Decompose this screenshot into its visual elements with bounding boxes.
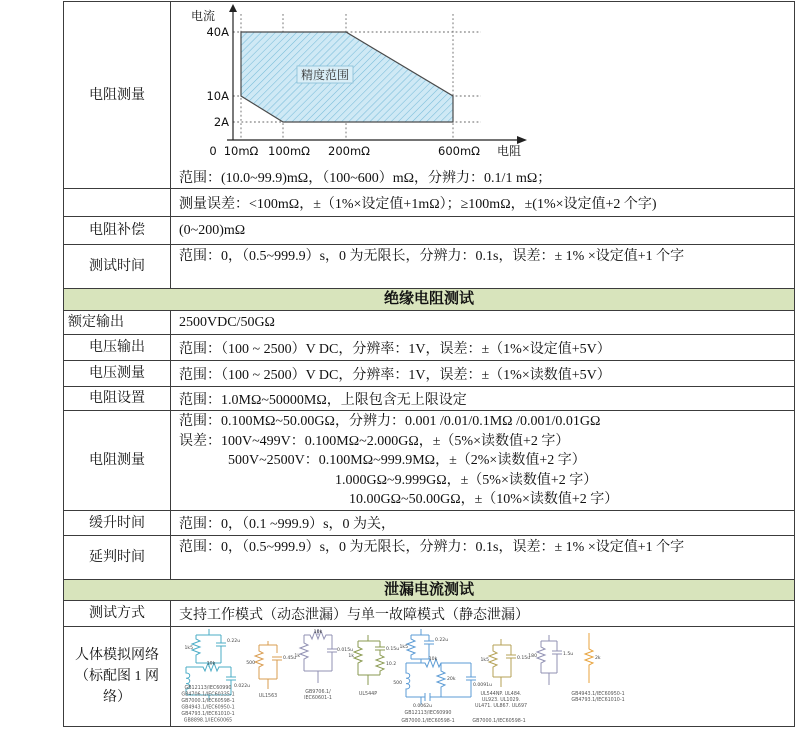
row-ins-resistance-measurement bbox=[64, 410, 794, 510]
region-label: 精度范围 bbox=[300, 68, 350, 82]
spec-line: 10.00GΩ~50.00GΩ，±（10%×读数值+2 字） bbox=[349, 492, 619, 507]
component-value: 1k5 bbox=[184, 646, 193, 651]
resistance-measurement-cell bbox=[171, 2, 794, 188]
component-value: 500 bbox=[393, 681, 402, 686]
row-label-test-time: 测试时间 bbox=[64, 245, 171, 288]
row-label-test-mode: 测试方式 bbox=[64, 601, 171, 626]
x-tick-label: 100mΩ bbox=[268, 144, 310, 158]
y-axis-arrow-icon bbox=[229, 4, 237, 12]
circuit-iec60990 bbox=[181, 629, 250, 724]
row-test-time bbox=[64, 244, 794, 288]
component-value: 500 bbox=[246, 661, 255, 666]
circuit-ul544p bbox=[348, 635, 399, 697]
row-resistance-measurement bbox=[64, 2, 794, 188]
delay-judge-time-text: 范围：0，（0.5~999.9）s，0 为无限长，分辨力：0.1s，误差：± 1% ×设定值+1 个字 bbox=[179, 540, 685, 555]
empty-label-cell bbox=[64, 189, 171, 216]
component-value: 10.2 bbox=[386, 662, 397, 667]
component-value: 0.22u bbox=[227, 639, 241, 644]
row-label-resistance-measurement: 电阻测量 bbox=[64, 2, 171, 188]
row-ramp-time bbox=[64, 510, 794, 535]
component-value: 0.15u bbox=[517, 656, 531, 661]
voltage-output-text: 范围：（100 ~ 2500）V DC，分辨率：1V，误差：±（1%×设定值+5V） bbox=[179, 341, 611, 357]
circuit-iec60601 bbox=[294, 629, 353, 701]
row-voltage-output bbox=[64, 334, 794, 360]
row-resistance-compensation bbox=[64, 216, 794, 244]
ramp-time-text: 范围：0，（0.1 ~999.9）s，0 为关， bbox=[179, 517, 396, 532]
row-label-rated-output: 额定输出 bbox=[64, 311, 171, 334]
y-tick-label: 2A bbox=[213, 115, 229, 129]
spec-line: 范围：0.100MΩ~50.00GΩ，分辨力：0.001 /0.01/0.1MΩ /0.001/0.01GΩ bbox=[179, 414, 601, 429]
row-voltage-measurement bbox=[64, 360, 794, 386]
resistance-range-text: 范围：(10.0~99.9)mΩ，（100~600）mΩ，分辨力：0.1/1 mΩ； bbox=[179, 171, 552, 186]
standard-label: GB7000.1/IEC60598-1 bbox=[401, 719, 455, 724]
y-tick-label: 40A bbox=[206, 25, 229, 39]
row-label-voltage-measurement: 电压测量 bbox=[64, 361, 171, 386]
spec-line: 1.000GΩ~9.999GΩ，±（5%×读数值+2 字） bbox=[335, 472, 598, 488]
component-value: 180 bbox=[528, 654, 537, 659]
component-value: 10k bbox=[206, 661, 216, 667]
test-time-text: 范围：0，（0.5~999.9）s，0 为无限长，分辨力：0.1s，误差：± 1% ×设定值+1 个字 bbox=[179, 249, 685, 264]
standard-label: UL1563 bbox=[258, 694, 278, 699]
row-label-delay-judge-time: 延判时间 bbox=[64, 536, 171, 579]
spec-table bbox=[63, 1, 795, 727]
standard-label: GB9706.1/ bbox=[305, 690, 331, 695]
row-label-voltage-output: 电压输出 bbox=[64, 335, 171, 360]
x-axis-label: 电阻 bbox=[496, 144, 522, 158]
x-tick-label: 10mΩ bbox=[223, 144, 259, 158]
spec-line: 误差：100V~499V：0.100MΩ~2.000GΩ，±（5%×读数值+2 字） bbox=[179, 433, 570, 449]
test-mode-text: 支持工作模式（动态泄漏）与单一故障模式（静态泄漏） bbox=[179, 607, 529, 623]
x-tick-label: 200mΩ bbox=[328, 144, 370, 158]
component-value: 1k5 bbox=[480, 658, 489, 663]
component-value: 0.0062u bbox=[413, 704, 432, 709]
rated-output-text: 2500VDC/50GΩ bbox=[179, 314, 275, 330]
component-value: 1k5 bbox=[399, 645, 408, 650]
body-model-networks-cell bbox=[171, 627, 794, 726]
standard-label: UL544P bbox=[358, 692, 378, 697]
resistance-compensation-text: (0~200)mΩ bbox=[179, 222, 246, 238]
standard-label: GB12113/IEC60990 bbox=[184, 686, 232, 691]
standard-label: UL923. UL1029. bbox=[481, 698, 521, 703]
row-label-resistance-compensation: 电阻补偿 bbox=[64, 217, 171, 244]
component-value: 0.15u bbox=[386, 647, 400, 652]
voltage-measurement-text: 范围：（100 ~ 2500）V DC，分辨率：1V，误差：±（1%×读数值+5V） bbox=[179, 367, 611, 383]
standard-label: GB4706.1/IEC60335-1 bbox=[181, 692, 235, 698]
x-axis-arrow-icon bbox=[517, 136, 527, 144]
accuracy-range-chart bbox=[171, 2, 794, 160]
standard-label: GB7000.1/IEC60598-1 bbox=[181, 699, 235, 704]
row-measurement-error bbox=[64, 188, 794, 216]
section-header-insulation-resistance: 绝缘电阻测试 bbox=[64, 288, 794, 310]
circuit-2k bbox=[571, 633, 624, 703]
row-label-ins-resistance-measurement: 电阻测量 bbox=[64, 411, 171, 510]
component-value: 2k bbox=[595, 656, 601, 661]
standard-label: GB4943.1/IEC60950-1 bbox=[571, 692, 625, 697]
standard-label: GB12113/IEC60990 bbox=[404, 711, 452, 716]
component-value: 0.0091u bbox=[473, 683, 492, 688]
component-value: 0.022u bbox=[234, 684, 251, 689]
body-model-circuits bbox=[171, 627, 794, 725]
component-value: 1k bbox=[294, 654, 300, 659]
row-test-mode bbox=[64, 600, 794, 626]
circuit-ul544np bbox=[475, 639, 530, 709]
row-body-model-networks bbox=[64, 626, 794, 726]
y-tick-label: 10A bbox=[206, 89, 229, 103]
standard-label: GB4793.1/IEC61010-1 bbox=[181, 712, 235, 717]
row-label-resistance-setting: 电阻设置 bbox=[64, 387, 171, 410]
circuit-ul1563 bbox=[246, 641, 296, 699]
row-label-body-model-networks: 人体模拟网络（标配图 1 网络） bbox=[64, 627, 171, 726]
spec-line: 500V~2500V：0.100MΩ~999.9MΩ，±（2%×读数值+2 字） bbox=[228, 453, 586, 468]
component-value: 0.45u bbox=[283, 656, 297, 661]
component-value: 1k bbox=[348, 654, 354, 659]
row-delay-judge-time bbox=[64, 535, 794, 579]
standard-label: GB8898.1/IEC60065 bbox=[183, 718, 233, 724]
x-tick-label: 0 bbox=[209, 144, 217, 158]
standard-label-bottom: GB7000.1/IEC60598-1 bbox=[472, 719, 526, 724]
circuit-rc-180 bbox=[528, 635, 573, 685]
row-resistance-setting bbox=[64, 386, 794, 410]
standard-label: GB4943.1/IEC60950-1 bbox=[181, 705, 235, 711]
circuit-iec60990-2 bbox=[393, 629, 492, 724]
row-rated-output bbox=[64, 310, 794, 334]
ins-resistance-measurement-cell bbox=[171, 411, 794, 510]
component-value: 0.22u bbox=[435, 638, 449, 643]
standard-label: UL544NP. UL484. bbox=[480, 692, 522, 697]
y-axis-label: 电流 bbox=[190, 9, 216, 23]
component-value: 20k bbox=[447, 677, 456, 682]
standard-label: IEC60601-1 bbox=[304, 696, 332, 701]
component-value: 10k bbox=[313, 630, 323, 635]
row-label-ramp-time: 缓升时间 bbox=[64, 511, 171, 535]
resistance-setting-text: 范围：1.0MΩ~50000MΩ，上限包含无上限设定 bbox=[179, 392, 467, 408]
component-value: 1.5u bbox=[563, 652, 574, 657]
standard-label: UL471. UL867. UL697 bbox=[474, 704, 528, 709]
standard-label: GB4793.1/IEC61010-1 bbox=[571, 698, 625, 703]
x-tick-label: 600mΩ bbox=[438, 144, 480, 158]
measurement-error-text: 测量误差：<100mΩ，±（1%×设定值+1mΩ）；≥100mΩ，±(1%×设定值+2 个字) bbox=[179, 196, 657, 212]
component-value: 0.015u bbox=[337, 648, 354, 653]
component-value: 10k bbox=[428, 657, 438, 662]
section-header-leakage-current: 泄漏电流测试 bbox=[64, 579, 794, 600]
